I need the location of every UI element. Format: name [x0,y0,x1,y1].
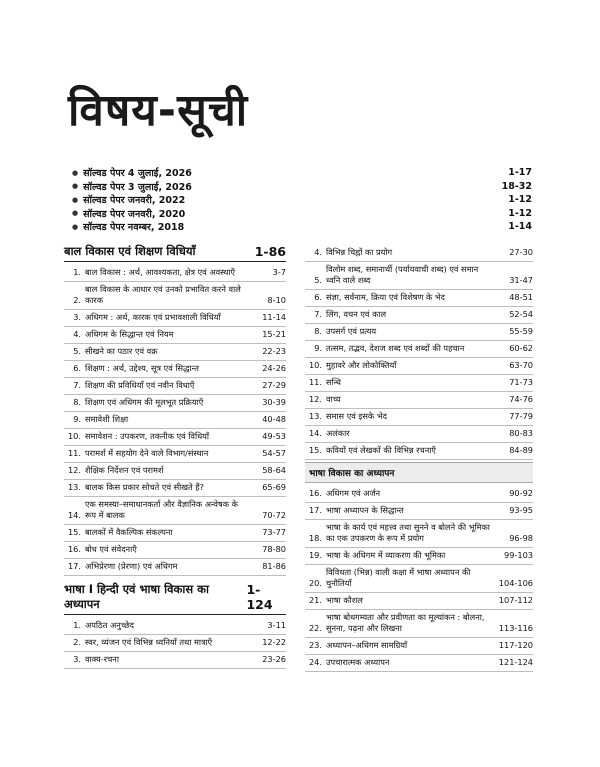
toc-row [64,446,286,463]
toc-title: परामर्श में सहयोग देने वाले विभाग/संस्थान [85,448,209,458]
toc-pages: 117-120 [498,640,533,650]
toc-pages: 107-112 [498,595,533,605]
toc-number: 2. [73,637,81,647]
toc-title: बालक किस प्रकार सोचते एवं सीखते हैं? [85,482,204,492]
solved-paper-pages: 1-14 [508,221,532,233]
toc-title: अध्यापन–अधिगम सामग्रियाँ [326,640,408,650]
toc-row [305,593,533,610]
toc-pages: 63-70 [509,360,533,370]
solved-paper-pages: 1-12 [508,207,532,219]
subsection-list [305,486,533,672]
toc-row [64,327,286,344]
toc-title: भाषा अध्यापन के सिद्धान्त [326,505,404,515]
toc-title: अभिप्रेरणा (प्रेरणा) एवं अधिगम [85,561,178,571]
toc-row [305,307,533,324]
toc-title: भाषा कौशल [326,595,363,605]
toc-row [305,375,533,392]
toc-number: 13. [67,482,81,492]
toc-number: 8. [73,397,81,407]
bullet-icon: ● [72,168,79,177]
toc-title: बाल विकास : अर्थ, आवश्यकता, क्षेत्र एवं अवस्थाएँ [85,267,236,277]
toc-row [64,618,286,635]
toc-pages: 8-10 [267,295,286,305]
toc-number: 4. [73,329,81,339]
toc-pages: 3-11 [267,620,286,630]
toc-number: 22. [308,623,322,633]
toc-row [305,392,533,409]
toc-title: शिक्षण की प्रविधियाँ एवं नवीन विधाएँ [85,380,195,390]
toc-number: 1. [73,267,81,277]
toc-row [305,486,533,503]
toc-pages: 55-59 [509,326,533,336]
toc-number: 16. [67,544,81,554]
toc-row [305,426,533,443]
toc-title: भाषा के कार्य एवं महत्त्व तथा सुनने व बोलने की भूमिका का एक उपकरण के रूप में प्रयोग [326,522,490,543]
solved-paper-label: सॉल्वड पेपर जनवरी, 2020 [83,208,186,220]
toc-title: शैक्षिक निर्देशन एवं परामर्श [85,465,164,475]
toc-row [64,463,286,480]
toc-number: 4. [314,247,322,257]
toc-pages: 81-86 [262,561,286,571]
toc-title: समावेशी शिक्षा [85,414,129,424]
toc-number: 24. [308,657,322,667]
toc-row [64,429,286,446]
toc-title: स्वर, व्यंजन एवं विभिन्न ध्वनियाँ तथा मात्राएँ [85,637,213,647]
toc-pages: 90-92 [509,488,533,498]
toc-title: भाषा के अधिगम में व्याकरण की भूमिका [326,550,446,560]
toc-pages: 3-7 [272,267,286,277]
toc-title: अधिगम एवं अर्जन [326,488,381,498]
toc-pages: 121-124 [498,657,533,667]
toc-row [305,290,533,307]
toc-pages: 30-39 [262,397,286,407]
toc-title: विभिन्न चिह्नों का प्रयोग [326,247,393,257]
toc-pages: 40-48 [262,414,286,424]
bullet-icon: ● [72,209,79,218]
solved-papers-list [72,166,532,234]
toc-number: 10. [308,360,322,370]
toc-row [305,443,533,460]
subsection-heading: भाषा विकास का अध्यापन [305,462,533,483]
toc-number: 14. [308,428,322,438]
toc-pages: 54-57 [262,448,286,458]
toc-pages: 11-14 [262,312,286,322]
toc-row [64,497,286,525]
toc-number: 21. [308,595,322,605]
toc-title: अधिगम के सिद्धान्त एवं नियम [85,329,174,339]
toc-title: मुहावरे और लोकोक्तियाँ [326,360,397,370]
toc-pages: 113-116 [498,623,533,633]
right-column [305,245,533,672]
solved-paper-item [72,193,532,207]
section-title: भाषा I हिन्दी एवं भाषा विकास का अध्यापन [64,582,209,611]
toc-title: कवियों एवं लेखकों की विभिन्न रचनाएँ [326,445,436,455]
toc-pages: 24-26 [262,363,286,373]
toc-number: 9. [73,414,81,424]
toc-number: 16. [308,488,322,498]
toc-title: अधिगम : अर्थ, कारक एवं प्रभावशाली विधियाँ [85,312,221,322]
toc-row [305,341,533,358]
section-2-list [64,618,286,669]
toc-pages: 65-69 [262,482,286,492]
section-2-continued-list [305,245,533,460]
toc-number: 12. [67,465,81,475]
toc-title: समावेशन : उपकरण, तकनीक एवं विधियाँ [85,431,209,441]
section-pages: 1-86 [254,244,286,259]
section-title: बाल विकास एवं शिक्षण विधियाँ [64,244,196,258]
left-column [64,244,286,669]
solved-paper-item [72,166,532,180]
section-heading [64,582,286,615]
toc-row [64,395,286,412]
toc-pages: 49-53 [262,431,286,441]
toc-pages: 23-26 [262,654,286,664]
toc-title: तत्सम, तद्भव, देशज शब्द एवं शब्दों की पहचान [326,343,465,353]
toc-number: 3. [73,654,81,664]
toc-row [64,310,286,327]
toc-title: अपठित अनुच्छेद [85,620,134,630]
toc-number: 14. [67,510,81,520]
toc-pages: 52-54 [509,309,533,319]
toc-title: बालकों में वैकल्पिक संकल्पना [85,527,173,537]
toc-pages: 70-72 [262,510,286,520]
toc-row [64,542,286,559]
toc-title: उपचारात्मक अध्यापन [326,657,390,667]
toc-row [305,638,533,655]
toc-title: सन्धि [326,377,341,387]
solved-paper-item [72,207,532,221]
bullet-icon: ● [72,182,79,191]
solved-paper-item [72,220,532,234]
toc-number: 15. [308,445,322,455]
toc-number: 2. [73,295,81,305]
solved-paper-pages: 1-17 [508,167,532,179]
toc-pages: 84-89 [509,445,533,455]
solved-paper-label: सॉल्वड पेपर 4 जुलाई, 2026 [83,168,192,180]
toc-title: समास एवं इसके भेद [326,411,387,421]
toc-number: 23. [308,640,322,650]
toc-pages: 60-62 [509,343,533,353]
toc-pages: 96-98 [509,533,533,543]
toc-row [64,361,286,378]
bullet-icon: ● [72,222,79,231]
toc-number: 1. [73,620,81,630]
toc-row [64,635,286,652]
toc-title: अलंकार [326,428,350,438]
toc-row [64,344,286,361]
toc-title: विविधता (भिन्न) वाली कक्षा में भाषा अध्यापन की चुनौतियाँ [326,567,471,588]
toc-number: 13. [308,411,322,421]
toc-pages: 78-80 [262,544,286,554]
toc-title: संज्ञा, सर्वनाम, क्रिया एवं विशेषण के भेद [326,292,446,302]
toc-title: वाक्य-रचना [85,654,119,664]
toc-pages: 99-103 [503,550,533,560]
toc-pages: 27-29 [262,380,286,390]
toc-number: 8. [314,326,322,336]
section-1-list [64,265,286,576]
toc-number: 7. [73,380,81,390]
toc-row [64,282,286,310]
toc-title: वाच्य [326,394,341,404]
toc-row [305,358,533,375]
toc-title: बाल विकास के आधार एवं उनको प्रभावित करने वाले कारक [85,284,241,305]
toc-pages: 104-106 [498,578,533,588]
solved-paper-pages: 18-32 [501,180,532,192]
toc-title: शिक्षण : अर्थ, उद्देश्य, सूत्र एवं सिद्धान्त [85,363,199,373]
toc-number: 6. [73,363,81,373]
toc-title: बोध एवं संवेदनाएँ [85,544,137,554]
bullet-icon: ● [72,195,79,204]
toc-pages: 77-79 [509,411,533,421]
toc-number: 3. [73,312,81,322]
toc-row [305,565,533,593]
toc-number: 19. [308,550,322,560]
toc-number: 11. [67,448,81,458]
toc-row [64,265,286,282]
toc-title: भाषा बोधगम्यता और प्रवीणता का मूल्यांकन : बोलना, सुनना, पढ़ना और लिखना [326,612,485,633]
toc-row [64,559,286,576]
toc-title: उपसर्ग एवं प्रत्यय [326,326,377,336]
toc-row [305,503,533,520]
toc-pages: 48-51 [509,292,533,302]
toc-title: शिक्षण एवं अधिगम की मूलभूत प्रक्रियाएँ [85,397,204,407]
solved-paper-label: सॉल्वड पेपर जनवरी, 2022 [83,195,186,207]
toc-number: 20. [308,578,322,588]
toc-row [305,324,533,341]
toc-title: विलोम शब्द, समानार्थी (पर्यायवाची शब्द) एवं समान ध्वनि वाले शब्द [326,264,479,285]
toc-row [64,480,286,497]
toc-row [305,610,533,638]
solved-paper-label: सॉल्वड पेपर नवम्बर, 2018 [83,222,185,234]
toc-pages: 71-73 [509,377,533,387]
toc-row [64,412,286,429]
section-pages: 1-124 [246,582,273,612]
toc-number: 5. [314,275,322,285]
toc-row [305,245,533,262]
page-title: विषय-सूची [68,85,249,136]
solved-paper-item [72,180,532,194]
toc-row [305,655,533,672]
toc-row [305,548,533,565]
toc-title: सीखने का पठार एवं वक्र [85,346,158,356]
toc-pages: 12-22 [262,637,286,647]
toc-number: 9. [314,343,322,353]
toc-number: 12. [308,394,322,404]
toc-row [305,409,533,426]
toc-pages: 31-47 [509,275,533,285]
toc-pages: 15-21 [262,329,286,339]
toc-number: 10. [67,431,81,441]
toc-pages: 27-30 [509,247,533,257]
toc-row [64,378,286,395]
toc-number: 7. [314,309,322,319]
toc-pages: 80-83 [509,428,533,438]
solved-paper-pages: 1-12 [508,194,532,206]
toc-number: 11. [308,377,322,387]
toc-number: 18. [308,533,322,543]
toc-pages: 58-64 [262,465,286,475]
toc-pages: 73-77 [262,527,286,537]
toc-title: एक समस्या–समाधानकर्ता और वैज्ञानिक अन्वेषक के रूप में बालक [85,499,238,520]
toc-number: 17. [67,561,81,571]
toc-pages: 22-23 [262,346,286,356]
toc-number: 15. [67,527,81,537]
toc-number: 6. [314,292,322,302]
section-heading [64,244,286,262]
toc-row [64,525,286,542]
toc-number: 17. [308,505,322,515]
toc-row [305,262,533,290]
toc-number: 5. [73,346,81,356]
toc-row [305,520,533,548]
toc-title: लिंग, वचन एवं काल [326,309,387,319]
toc-row [64,652,286,669]
toc-pages: 93-95 [509,505,533,515]
toc-pages: 74-76 [509,394,533,404]
solved-paper-label: सॉल्वड पेपर 3 जुलाई, 2026 [83,181,192,193]
